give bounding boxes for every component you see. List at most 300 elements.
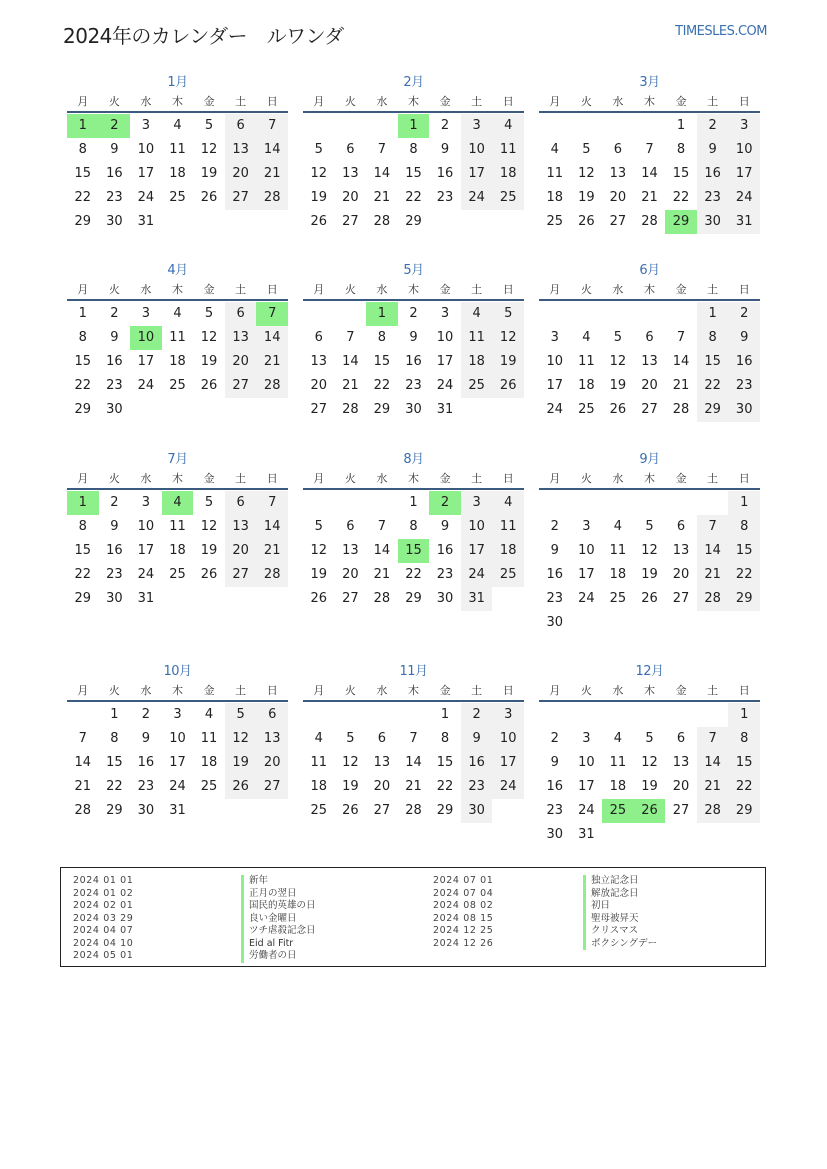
weekday-label: 土 — [707, 684, 719, 697]
weekday-label: 金 — [439, 472, 451, 485]
day-cell: 26 — [609, 402, 627, 417]
day-cell: 8 — [728, 515, 760, 539]
day-cell: 2 — [550, 519, 559, 534]
weekday-label: 土 — [471, 684, 483, 697]
weekday-label: 月 — [313, 95, 325, 108]
holiday-day-cell: 4 — [162, 491, 194, 515]
day-cell: 4 — [173, 306, 182, 321]
weekday-header — [67, 92, 288, 113]
weekday-label: 金 — [203, 95, 215, 108]
day-cell: 11 — [578, 354, 595, 369]
day-cell: 6 — [676, 731, 686, 746]
legend-date: 2024 04 07 — [73, 925, 134, 936]
day-cell: 22 — [728, 563, 760, 587]
weekday-label: 土 — [707, 472, 719, 485]
empty-cell — [571, 703, 603, 727]
day-cell: 3 — [728, 114, 760, 138]
day-cell: 29 — [106, 803, 123, 818]
day-cell: 30 — [697, 210, 729, 234]
day-grid — [303, 703, 524, 823]
day-cell: 24 — [137, 190, 155, 205]
empty-cell — [366, 491, 398, 515]
day-cell: 23 — [461, 775, 493, 799]
weekday-label: 月 — [549, 283, 561, 296]
weekday-label: 木 — [407, 472, 419, 485]
day-cell: 29 — [373, 402, 391, 417]
weekday-label: 火 — [580, 472, 592, 485]
legend-left-names — [241, 875, 316, 963]
day-cell: 5 — [645, 731, 654, 746]
day-cell: 31 — [137, 591, 155, 606]
weekday-label: 木 — [643, 95, 655, 108]
day-cell: 8 — [728, 727, 760, 751]
day-cell: 28 — [256, 563, 288, 587]
weekday-label: 水 — [376, 684, 388, 697]
day-cell: 23 — [106, 378, 123, 393]
empty-cell — [398, 703, 430, 727]
weekday-label: 日 — [266, 684, 278, 697]
weekday-label: 日 — [502, 472, 514, 485]
empty-cell — [697, 703, 729, 727]
month-calendar — [303, 262, 524, 422]
day-cell: 13 — [225, 138, 257, 162]
day-cell: 12 — [609, 354, 627, 369]
day-cell: 12 — [200, 519, 218, 534]
weekday-label: 水 — [376, 472, 388, 485]
day-cell: 23 — [436, 567, 454, 582]
day-cell: 26 — [578, 214, 595, 229]
weekday-label: 水 — [140, 472, 152, 485]
day-cell: 24 — [492, 775, 524, 799]
weekday-label: 木 — [407, 684, 419, 697]
legend-holiday-name: Eid al Fitr — [241, 938, 316, 951]
empty-cell — [602, 302, 634, 326]
day-cell: 3 — [141, 306, 151, 321]
legend-holiday-name: ツチ虐殺記念日 — [241, 925, 316, 938]
day-cell: 13 — [225, 326, 257, 350]
day-cell: 5 — [204, 495, 214, 510]
weekday-label: 土 — [235, 472, 247, 485]
day-cell: 5 — [204, 306, 214, 321]
weekday-label: 水 — [612, 95, 624, 108]
day-cell: 7 — [697, 515, 729, 539]
day-cell: 18 — [310, 779, 328, 794]
month-calendar — [539, 663, 760, 847]
day-cell: 7 — [78, 731, 87, 746]
empty-cell — [335, 114, 367, 138]
day-cell: 27 — [672, 591, 690, 606]
day-cell: 22 — [672, 190, 690, 205]
day-cell: 21 — [256, 539, 288, 563]
day-cell: 27 — [672, 803, 690, 818]
weekday-label: 金 — [675, 684, 687, 697]
day-cell: 3 — [440, 306, 450, 321]
weekday-label: 木 — [171, 684, 183, 697]
day-cell: 8 — [78, 142, 87, 157]
month-calendar — [539, 262, 760, 422]
day-cell: 28 — [672, 402, 690, 417]
legend-holiday-name: 独立記念日 — [583, 875, 657, 888]
month-name: 9月 — [639, 452, 660, 467]
day-cell: 13 — [672, 755, 690, 770]
day-cell: 13 — [641, 354, 658, 369]
weekday-label: 水 — [612, 283, 624, 296]
day-cell: 6 — [256, 703, 288, 727]
day-cell: 31 — [137, 214, 155, 229]
day-cell: 31 — [461, 587, 493, 611]
day-grid — [303, 114, 524, 234]
day-cell: 9 — [141, 731, 151, 746]
day-cell: 11 — [169, 519, 186, 534]
legend-date: 2024 01 02 — [73, 887, 134, 899]
empty-cell — [539, 302, 571, 326]
day-cell: 27 — [225, 186, 257, 210]
weekday-label: 日 — [502, 95, 514, 108]
day-grid — [539, 114, 760, 234]
legend-date: 2024 07 04 — [433, 887, 494, 899]
day-cell: 28 — [641, 214, 658, 229]
day-cell: 17 — [137, 354, 155, 369]
day-cell: 9 — [550, 543, 559, 558]
weekday-header — [303, 92, 524, 113]
day-cell: 3 — [141, 495, 151, 510]
day-cell: 10 — [492, 727, 524, 751]
weekday-label: 木 — [407, 283, 419, 296]
day-cell: 19 — [342, 779, 359, 794]
day-cell: 14 — [373, 543, 391, 558]
day-cell: 11 — [461, 326, 493, 350]
day-cell: 21 — [256, 162, 288, 186]
day-cell: 6 — [225, 302, 257, 326]
day-cell: 11 — [310, 755, 328, 770]
day-cell: 26 — [200, 190, 218, 205]
day-cell: 20 — [609, 190, 627, 205]
day-cell: 26 — [225, 775, 257, 799]
day-cell: 16 — [405, 354, 422, 369]
day-cell: 9 — [728, 326, 760, 350]
day-cell: 16 — [728, 350, 760, 374]
day-cell: 27 — [310, 402, 328, 417]
day-grid — [539, 491, 760, 635]
day-cell: 16 — [137, 755, 155, 770]
weekday-label: 木 — [171, 283, 183, 296]
day-cell: 7 — [377, 519, 387, 534]
legend-right-dates — [433, 875, 493, 950]
day-cell: 28 — [256, 374, 288, 398]
site-link[interactable]: TIMESLES.COM — [675, 24, 767, 39]
empty-cell — [571, 302, 603, 326]
day-cell: 24 — [436, 378, 454, 393]
day-cell: 19 — [200, 166, 218, 181]
weekday-label: 金 — [439, 684, 451, 697]
day-cell: 13 — [672, 543, 690, 558]
day-cell: 21 — [641, 190, 658, 205]
day-cell: 25 — [310, 803, 328, 818]
day-cell: 17 — [546, 378, 564, 393]
empty-cell — [303, 491, 335, 515]
day-cell: 1 — [728, 491, 760, 515]
day-cell: 9 — [110, 330, 119, 345]
empty-cell — [571, 114, 603, 138]
day-cell: 20 — [225, 539, 257, 563]
day-cell: 10 — [461, 515, 493, 539]
day-cell: 29 — [74, 214, 92, 229]
weekday-label: 火 — [344, 283, 356, 296]
day-cell: 6 — [645, 330, 654, 345]
day-cell: 9 — [110, 519, 119, 534]
day-cell: 15 — [74, 354, 92, 369]
month-calendar — [303, 663, 524, 823]
weekday-label: 火 — [108, 472, 120, 485]
day-cell: 7 — [256, 114, 288, 138]
day-cell: 18 — [609, 779, 627, 794]
day-cell: 21 — [373, 190, 391, 205]
day-cell: 6 — [346, 519, 355, 534]
weekday-label: 金 — [675, 95, 687, 108]
day-cell: 21 — [672, 378, 690, 393]
month-calendar — [67, 451, 288, 611]
day-cell: 16 — [436, 166, 454, 181]
day-cell: 12 — [578, 166, 595, 181]
day-cell: 10 — [728, 138, 760, 162]
empty-cell — [602, 703, 634, 727]
day-cell: 9 — [550, 755, 559, 770]
day-cell: 8 — [697, 326, 729, 350]
day-cell: 26 — [200, 567, 218, 582]
day-cell: 2 — [728, 302, 760, 326]
empty-cell — [634, 114, 666, 138]
day-cell: 8 — [440, 731, 450, 746]
day-cell: 20 — [342, 190, 359, 205]
day-cell: 8 — [110, 731, 119, 746]
day-cell: 8 — [78, 519, 87, 534]
month-calendar — [539, 451, 760, 635]
day-cell: 11 — [200, 731, 218, 746]
legend-date: 2024 12 26 — [433, 937, 494, 949]
legend-date: 2024 01 01 — [73, 875, 134, 886]
legend-holiday-name: 聖母被昇天 — [583, 913, 657, 926]
day-cell: 14 — [641, 166, 658, 181]
day-cell: 21 — [342, 378, 359, 393]
day-cell: 27 — [342, 214, 359, 229]
day-cell: 25 — [578, 402, 595, 417]
day-cell: 29 — [405, 214, 422, 229]
day-cell: 18 — [578, 378, 595, 393]
weekday-label: 日 — [266, 472, 278, 485]
day-cell: 8 — [377, 330, 387, 345]
day-cell: 17 — [728, 162, 760, 186]
day-cell: 10 — [137, 519, 155, 534]
day-cell: 3 — [461, 114, 493, 138]
holiday-day-cell: 2 — [99, 114, 131, 138]
day-cell: 9 — [409, 330, 418, 345]
day-grid — [67, 491, 288, 611]
day-cell: 7 — [256, 491, 288, 515]
weekday-header — [539, 280, 760, 301]
day-cell: 5 — [204, 118, 214, 133]
day-cell: 18 — [609, 567, 627, 582]
day-cell: 29 — [728, 799, 760, 823]
month-name: 8月 — [403, 452, 424, 467]
day-cell: 2 — [141, 707, 151, 722]
weekday-label: 金 — [439, 95, 451, 108]
weekday-label: 金 — [203, 472, 215, 485]
weekday-label: 日 — [738, 684, 750, 697]
day-cell: 14 — [342, 354, 359, 369]
weekday-label: 土 — [707, 283, 719, 296]
month-name: 4月 — [167, 263, 188, 278]
day-cell: 3 — [141, 118, 151, 133]
empty-cell — [634, 302, 666, 326]
day-cell: 15 — [697, 350, 729, 374]
day-grid — [539, 703, 760, 847]
empty-cell — [634, 491, 666, 515]
weekday-label: 金 — [203, 684, 215, 697]
day-cell: 21 — [697, 775, 729, 799]
day-cell: 29 — [728, 587, 760, 611]
day-cell: 21 — [697, 563, 729, 587]
day-cell: 6 — [225, 114, 257, 138]
weekday-label: 月 — [549, 95, 561, 108]
day-cell: 10 — [578, 543, 595, 558]
day-cell: 2 — [110, 306, 119, 321]
legend-date: 2024 05 01 — [73, 950, 134, 961]
day-cell: 15 — [436, 755, 454, 770]
day-cell: 17 — [169, 755, 186, 770]
day-cell: 17 — [436, 354, 454, 369]
weekday-label: 月 — [77, 472, 89, 485]
weekday-label: 木 — [643, 283, 655, 296]
day-cell: 14 — [697, 539, 729, 563]
weekday-label: 金 — [203, 283, 215, 296]
weekday-label: 水 — [140, 283, 152, 296]
day-cell: 19 — [578, 190, 595, 205]
weekday-label: 水 — [140, 684, 152, 697]
weekday-label: 水 — [376, 95, 388, 108]
month-name: 11月 — [399, 664, 428, 679]
day-cell: 4 — [461, 302, 493, 326]
day-cell: 18 — [169, 354, 186, 369]
day-cell: 4 — [613, 519, 623, 534]
day-cell: 7 — [645, 142, 654, 157]
weekday-label: 水 — [140, 95, 152, 108]
day-cell: 18 — [492, 162, 524, 186]
month-name: 6月 — [639, 263, 660, 278]
day-cell: 5 — [346, 731, 355, 746]
day-cell: 14 — [256, 515, 288, 539]
day-cell: 14 — [373, 166, 391, 181]
legend-date: 2024 07 01 — [433, 875, 494, 886]
day-cell: 26 — [310, 591, 328, 606]
day-cell: 13 — [342, 166, 359, 181]
day-cell: 30 — [106, 402, 123, 417]
day-cell: 23 — [728, 374, 760, 398]
day-cell: 20 — [641, 378, 658, 393]
day-cell: 16 — [546, 567, 564, 582]
weekday-label: 日 — [266, 95, 278, 108]
holiday-day-cell: 25 — [602, 799, 634, 823]
legend-left-dates — [73, 875, 133, 963]
day-cell: 10 — [461, 138, 493, 162]
day-cell: 12 — [310, 166, 328, 181]
day-cell: 10 — [137, 142, 155, 157]
day-cell: 24 — [137, 378, 155, 393]
day-cell: 21 — [256, 350, 288, 374]
empty-cell — [697, 491, 729, 515]
weekday-label: 木 — [643, 472, 655, 485]
day-cell: 19 — [310, 190, 328, 205]
day-cell: 22 — [728, 775, 760, 799]
day-cell: 30 — [546, 615, 564, 630]
day-cell: 29 — [74, 591, 92, 606]
day-cell: 15 — [728, 539, 760, 563]
day-cell: 2 — [409, 306, 418, 321]
weekday-label: 土 — [471, 95, 483, 108]
day-cell: 13 — [310, 354, 328, 369]
day-cell: 28 — [342, 402, 359, 417]
day-cell: 23 — [137, 779, 155, 794]
day-cell: 5 — [492, 302, 524, 326]
day-grid — [303, 491, 524, 611]
month-calendar — [303, 74, 524, 234]
day-cell: 23 — [106, 190, 123, 205]
weekday-label: 木 — [171, 472, 183, 485]
day-grid — [67, 114, 288, 234]
weekday-label: 土 — [235, 283, 247, 296]
weekday-label: 土 — [707, 95, 719, 108]
weekday-label: 火 — [108, 684, 120, 697]
day-cell: 19 — [641, 567, 658, 582]
weekday-label: 火 — [580, 95, 592, 108]
weekday-label: 土 — [471, 472, 483, 485]
day-cell: 3 — [582, 519, 591, 534]
day-cell: 23 — [546, 591, 564, 606]
day-cell: 2 — [461, 703, 493, 727]
weekday-label: 月 — [77, 95, 89, 108]
empty-cell — [665, 302, 697, 326]
day-cell: 22 — [697, 374, 729, 398]
day-cell: 22 — [373, 378, 391, 393]
day-cell: 7 — [346, 330, 355, 345]
day-cell: 4 — [550, 142, 559, 157]
empty-cell — [634, 703, 666, 727]
day-cell: 22 — [74, 567, 92, 582]
day-cell: 3 — [582, 731, 591, 746]
day-cell: 7 — [377, 142, 387, 157]
day-cell: 4 — [492, 491, 524, 515]
month-name: 2月 — [403, 75, 424, 90]
legend-holiday-name: ボクシングデー — [583, 938, 657, 951]
day-cell: 31 — [728, 210, 760, 234]
day-cell: 5 — [645, 519, 654, 534]
day-cell: 2 — [550, 731, 559, 746]
day-cell: 28 — [256, 186, 288, 210]
day-cell: 10 — [578, 755, 595, 770]
weekday-label: 金 — [675, 472, 687, 485]
weekday-label: 月 — [313, 283, 325, 296]
weekday-label: 日 — [502, 283, 514, 296]
day-cell: 29 — [697, 398, 729, 422]
day-cell: 9 — [461, 727, 493, 751]
day-cell: 10 — [546, 354, 564, 369]
day-cell: 24 — [578, 591, 595, 606]
day-cell: 23 — [436, 190, 454, 205]
day-cell: 11 — [609, 755, 627, 770]
legend-date: 2024 08 15 — [433, 912, 494, 924]
holiday-day-cell: 29 — [665, 210, 697, 234]
day-cell: 9 — [110, 142, 119, 157]
empty-cell — [665, 703, 697, 727]
